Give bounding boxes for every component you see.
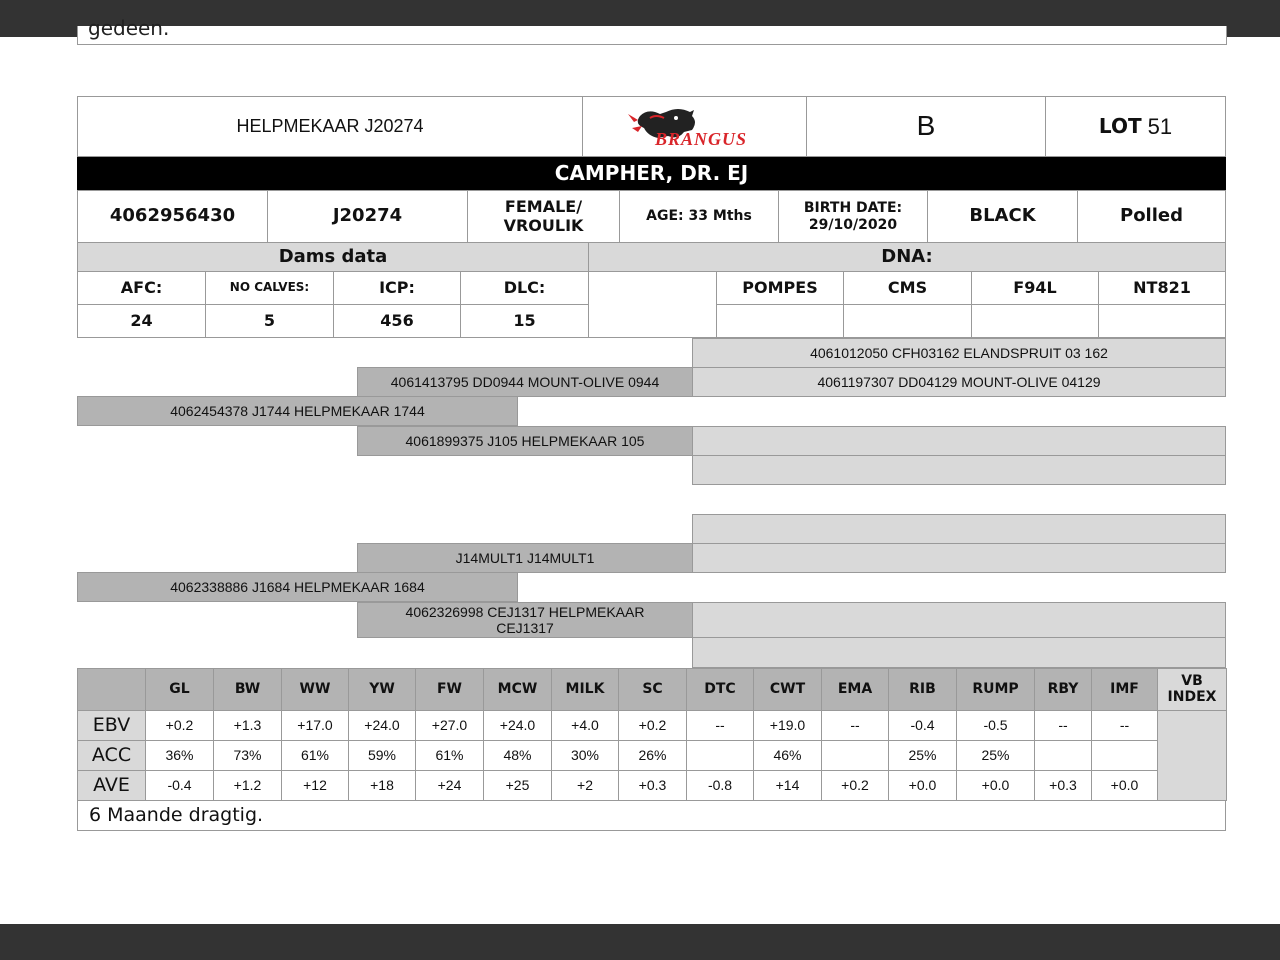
birth-date: BIRTH DATE: 29/10/2020 — [778, 190, 928, 243]
ebv-value-vb-index — [1157, 710, 1227, 801]
ebv-value-acc-mcw: 48% — [483, 740, 552, 771]
viewer-bottom-bar — [0, 924, 1280, 960]
sex: FEMALE/ VROULIK — [467, 190, 620, 243]
dna-value-nt821 — [1098, 304, 1226, 338]
ebv-value-acc-cwt: 46% — [753, 740, 822, 771]
pedigree-dam-dam-sire — [692, 602, 1226, 638]
ebv-value-ave-yw: +18 — [348, 770, 416, 801]
ebv-corner-cell — [77, 668, 146, 711]
ebv-header-mcw: MCW — [483, 668, 552, 711]
ebv-value-ebv-mcw: +24.0 — [483, 710, 552, 741]
pedigree-dam-sire-sire — [692, 514, 1226, 544]
ebv-value-acc-milk: 30% — [551, 740, 619, 771]
grade-code: B — [806, 96, 1046, 157]
ebv-value-ebv-rib: -0.4 — [888, 710, 957, 741]
ebv-header-ema: EMA — [821, 668, 889, 711]
ebv-value-ave-bw: +1.2 — [213, 770, 282, 801]
dna-header-cms: CMS — [843, 271, 972, 305]
breeder-name: CAMPHER, DR. EJ — [77, 157, 1226, 190]
ebv-header-cwt: CWT — [753, 668, 822, 711]
colour: BLACK — [927, 190, 1078, 243]
pedigree-sire-dam: 4061899375 J105 HELPMEKAAR 105 — [357, 426, 693, 456]
ebv-header-rump: RUMP — [956, 668, 1035, 711]
dams-header-no-calves: NO CALVES: — [205, 271, 334, 305]
ebv-row-label-ebv: EBV — [77, 710, 146, 741]
dams-value-afc: 24 — [77, 304, 206, 338]
ebv-value-acc-sc: 26% — [618, 740, 687, 771]
lot-number: 51 — [1147, 113, 1173, 139]
ebv-value-acc-bw: 73% — [213, 740, 282, 771]
ear-tag: J20274 — [267, 190, 468, 243]
pedigree-sire: 4062454378 J1744 HELPMEKAAR 1744 — [77, 396, 518, 426]
ebv-value-ave-ema: +0.2 — [821, 770, 889, 801]
ebv-row-label-ave: AVE — [77, 770, 146, 801]
ebv-value-acc-dtc — [686, 740, 754, 771]
ebv-value-ave-mcw: +25 — [483, 770, 552, 801]
logo-wordmark: BRANGUS — [655, 129, 748, 149]
ebv-value-ebv-ema: -- — [821, 710, 889, 741]
ebv-header-ww: WW — [281, 668, 349, 711]
ebv-header-dtc: DTC — [686, 668, 754, 711]
pedigree-sire-sire-sire: 4061012050 CFH03162 ELANDSPRUIT 03 162 — [692, 338, 1226, 368]
pedigree-dam-sire-dam — [692, 543, 1226, 573]
horn-status: Polled — [1077, 190, 1226, 243]
ebv-value-acc-ema — [821, 740, 889, 771]
ebv-header-fw: FW — [415, 668, 484, 711]
dams-header-dlc: DLC: — [460, 271, 589, 305]
ebv-header-vb-index: VB INDEX — [1157, 668, 1227, 711]
lot-word: LOT — [1098, 114, 1142, 138]
dams-value-dlc: 15 — [460, 304, 589, 338]
dna-header-pompes: POMPES — [716, 271, 844, 305]
remarks: 6 Maande dragtig. — [77, 800, 1226, 831]
ebv-value-ave-fw: +24 — [415, 770, 484, 801]
ebv-header-sc: SC — [618, 668, 687, 711]
ebv-value-acc-rump: 25% — [956, 740, 1035, 771]
ebv-header-bw: BW — [213, 668, 282, 711]
pedigree-sire-dam-dam — [692, 455, 1226, 485]
dams-header-afc: AFC: — [77, 271, 206, 305]
ebv-value-ebv-bw: +1.3 — [213, 710, 282, 741]
pedigree-dam-dam: 4062326998 CEJ1317 HELPMEKAAR CEJ1317 — [357, 602, 693, 638]
age: AGE: 33 Mths — [619, 190, 779, 243]
ebv-value-ebv-fw: +27.0 — [415, 710, 484, 741]
ebv-value-acc-ww: 61% — [281, 740, 349, 771]
ebv-value-ebv-dtc: -- — [686, 710, 754, 741]
brangus-logo — [582, 96, 807, 157]
ebv-header-yw: YW — [348, 668, 416, 711]
ebv-value-acc-rib: 25% — [888, 740, 957, 771]
pedigree-sire-dam-sire — [692, 426, 1226, 456]
ebv-header-gl: GL — [145, 668, 214, 711]
previous-lot-text: gedeen. — [88, 16, 170, 40]
ebv-value-ebv-yw: +24.0 — [348, 710, 416, 741]
ebv-value-ave-cwt: +14 — [753, 770, 822, 801]
ebv-value-ave-gl: -0.4 — [145, 770, 214, 801]
ebv-header-rib: RIB — [888, 668, 957, 711]
pedigree-dam-dam-dam — [692, 637, 1226, 668]
ebv-header-imf: IMF — [1091, 668, 1158, 711]
ebv-value-ave-rump: +0.0 — [956, 770, 1035, 801]
dams-data-title: Dams data — [77, 242, 589, 272]
ebv-value-ave-ww: +12 — [281, 770, 349, 801]
dna-header-nt821: NT821 — [1098, 271, 1226, 305]
dna-header-f94l: F94L — [971, 271, 1099, 305]
dna-value-pompes — [716, 304, 844, 338]
dna-value-cms — [843, 304, 972, 338]
ebv-value-acc-imf — [1091, 740, 1158, 771]
ebv-value-ave-rib: +0.0 — [888, 770, 957, 801]
ebv-value-ebv-ww: +17.0 — [281, 710, 349, 741]
lot-label — [1045, 96, 1226, 157]
ebv-row-label-acc: ACC — [77, 740, 146, 771]
ebv-value-ebv-rump: -0.5 — [956, 710, 1035, 741]
ebv-value-ebv-gl: +0.2 — [145, 710, 214, 741]
ebv-header-rby: RBY — [1034, 668, 1092, 711]
ebv-value-acc-yw: 59% — [348, 740, 416, 771]
ebv-header-milk: MILK — [551, 668, 619, 711]
ebv-value-ave-milk: +2 — [551, 770, 619, 801]
previous-lot-card — [77, 16, 1227, 45]
ebv-value-ebv-sc: +0.2 — [618, 710, 687, 741]
ebv-value-ebv-imf: -- — [1091, 710, 1158, 741]
ebv-value-ebv-rby: -- — [1034, 710, 1092, 741]
animal-id-number: 4062956430 — [77, 190, 268, 243]
pedigree-sire-sire-dam: 4061197307 DD04129 MOUNT-OLIVE 04129 — [692, 367, 1226, 397]
pedigree-dam-sire: J14MULT1 J14MULT1 — [357, 543, 693, 573]
ebv-value-acc-gl: 36% — [145, 740, 214, 771]
dna-title: DNA: — [588, 242, 1226, 272]
pedigree-dam: 4062338886 J1684 HELPMEKAAR 1684 — [77, 572, 518, 602]
animal-name: HELPMEKAAR J20274 — [77, 96, 583, 157]
dna-value-f94l — [971, 304, 1099, 338]
dams-value-icp: 456 — [333, 304, 461, 338]
dams-value-no-calves: 5 — [205, 304, 334, 338]
dams-header-icp: ICP: — [333, 271, 461, 305]
pedigree-sire-sire: 4061413795 DD0944 MOUNT-OLIVE 0944 — [357, 367, 693, 397]
ebv-value-acc-fw: 61% — [415, 740, 484, 771]
dna-blank-cell — [588, 271, 717, 338]
ebv-value-ave-sc: +0.3 — [618, 770, 687, 801]
ebv-value-ebv-cwt: +19.0 — [753, 710, 822, 741]
ebv-value-ebv-milk: +4.0 — [551, 710, 619, 741]
ebv-value-ave-rby: +0.3 — [1034, 770, 1092, 801]
ebv-value-ave-imf: +0.0 — [1091, 770, 1158, 801]
ebv-value-acc-rby — [1034, 740, 1092, 771]
ebv-value-ave-dtc: -0.8 — [686, 770, 754, 801]
